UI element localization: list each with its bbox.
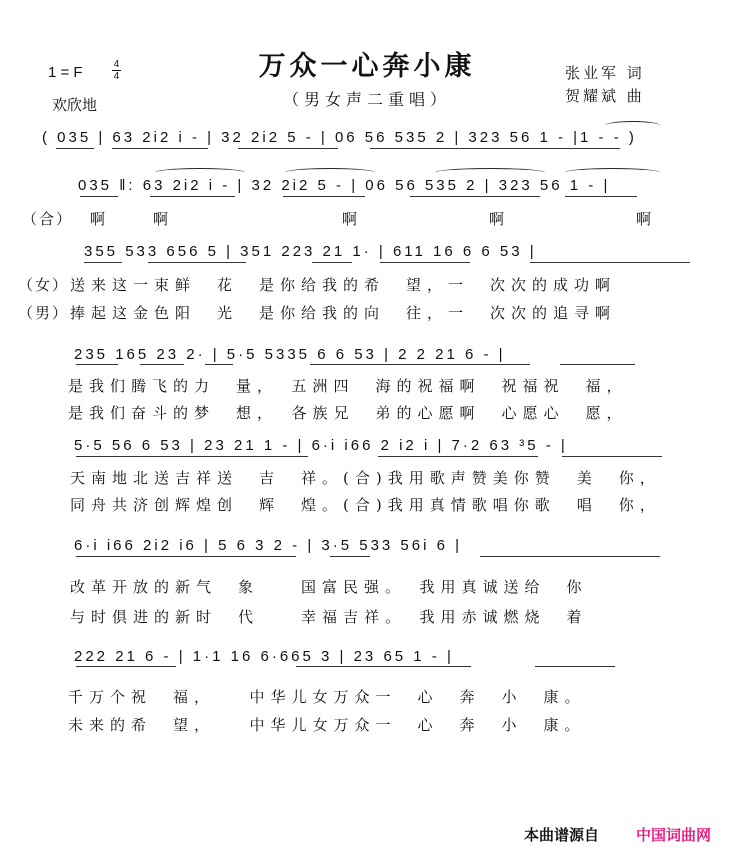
lyric-line-male: 捧起这金色阳 光 是你给我的向 往，一 次次的追寻啊 — [70, 304, 617, 322]
notation-line-2: 035 ‖: 63 2i2 i - | 32 2i2 5 - | 06 56 535 2 | 323 56 1 - | — [78, 177, 611, 194]
beam-underline — [296, 666, 471, 667]
notation-line-3: 355 533 656 5 | 351 223 21 1· | 611 16 6 6 53 | — [84, 243, 537, 260]
beam-underline — [310, 364, 530, 365]
beam-underline — [150, 196, 235, 197]
beam-underline — [238, 456, 308, 457]
song-title: 万众一心奔小康 — [258, 51, 476, 82]
beam-underline — [520, 148, 620, 149]
beam-underline — [565, 196, 637, 197]
beam-underline — [84, 262, 122, 263]
beam-underline — [80, 196, 118, 197]
time-signature — [112, 59, 121, 82]
beam-underline — [112, 148, 208, 149]
beam-underline — [410, 196, 540, 197]
lyric-line-5a: 天南地北送吉祥送 吉 祥。(合)我用歌声赞美你赞 美 你， — [70, 469, 661, 487]
notation-line-7: 222 21 6 - | 1·1 16 6·665 3 | 23 65 1 - | — [74, 648, 454, 665]
beam-underline — [562, 456, 662, 457]
beam-underline — [370, 148, 520, 149]
beam-underline — [56, 148, 94, 149]
key-signature: 1 = F — [48, 64, 83, 81]
beam-underline — [560, 364, 635, 365]
notation-line-intro: ( 035 | 63 2i2 i - | 32 2i2 5 - | 06 56 535 2 | 323 56 1 - |1 - - ) — [42, 129, 637, 146]
lyric-line-6a: 改革开放的新气 象 国富民强。 我用真诚送给 你 — [70, 578, 588, 596]
beam-underline — [76, 364, 118, 365]
lyric-line-6b: 与时俱进的新时 代 幸福吉祥。 我用赤诚燃烧 着 — [70, 608, 588, 626]
slur-mark — [565, 168, 660, 177]
notation-line-4: 235 165 23 2· | 5·5 5335 6 6 53 | 2 2 21 6 - | — [74, 346, 506, 363]
beam-underline — [535, 666, 615, 667]
beam-underline — [238, 148, 338, 149]
beam-underline — [330, 556, 370, 557]
beam-underline — [380, 262, 470, 263]
beam-underline — [205, 364, 233, 365]
beam-underline — [312, 262, 352, 263]
beam-underline — [530, 262, 690, 263]
beam-underline — [76, 666, 176, 667]
slur-mark — [435, 168, 545, 177]
voice-label-female: （女） — [18, 276, 70, 294]
lyricist-credit: 张业军 词 — [565, 64, 645, 82]
lyric-line-4a: 是我们腾飞的力 量， 五洲四 海的祝福啊 祝福祝 福， — [68, 377, 628, 395]
beam-underline — [148, 262, 246, 263]
lyric-line-female: 送来这一束鲜 花 是你给我的希 望，一 次次的成功啊 — [70, 276, 617, 294]
song-subtitle: （男女声二重唱） — [282, 90, 451, 109]
time-signature-bottom: 4 — [113, 71, 120, 82]
time-signature-top: 4 — [113, 59, 120, 70]
slur-mark — [605, 121, 660, 130]
notation-line-6: 6·i i66 2i2 i6 | 5 6 3 2 - | 3·5 533 56i 6 | — [74, 537, 463, 554]
voice-label-male: （男） — [18, 304, 70, 322]
composer-credit: 贺耀斌 曲 — [565, 87, 645, 105]
lyric-line-4b: 是我们奋斗的梦 想， 各族兄 弟的心愿啊 心愿心 愿， — [68, 404, 628, 422]
lyric-line-7a: 千万个祝 福， 中华儿女万众一 心 奔 小 康。 — [68, 688, 586, 706]
notation-line-5: 5·5 56 6 53 | 23 21 1 - | 6·i i66 2 i2 i | 7·2 63 ³5 - | — [74, 437, 568, 454]
voice-label-chorus: （合） — [22, 210, 74, 228]
tempo-marking: 欢欣地 — [52, 96, 98, 114]
lyric-line-chorus: 啊 啊 啊 啊 啊 — [90, 210, 658, 228]
beam-underline — [480, 556, 660, 557]
beam-underline — [140, 364, 184, 365]
slur-mark — [155, 168, 245, 177]
source-label: 本曲谱源自 — [524, 826, 600, 844]
lyric-line-7b: 未来的希 望， 中华儿女万众一 心 奔 小 康。 — [68, 716, 586, 734]
beam-underline — [378, 456, 538, 457]
beam-underline — [283, 196, 365, 197]
source-site-link[interactable]: 中国词曲网 — [636, 826, 712, 844]
beam-underline — [76, 556, 296, 557]
lyric-line-5b: 同舟共济创辉煌创 辉 煌。(合)我用真情歌唱你歌 唱 你， — [70, 496, 661, 514]
slur-mark — [285, 168, 375, 177]
